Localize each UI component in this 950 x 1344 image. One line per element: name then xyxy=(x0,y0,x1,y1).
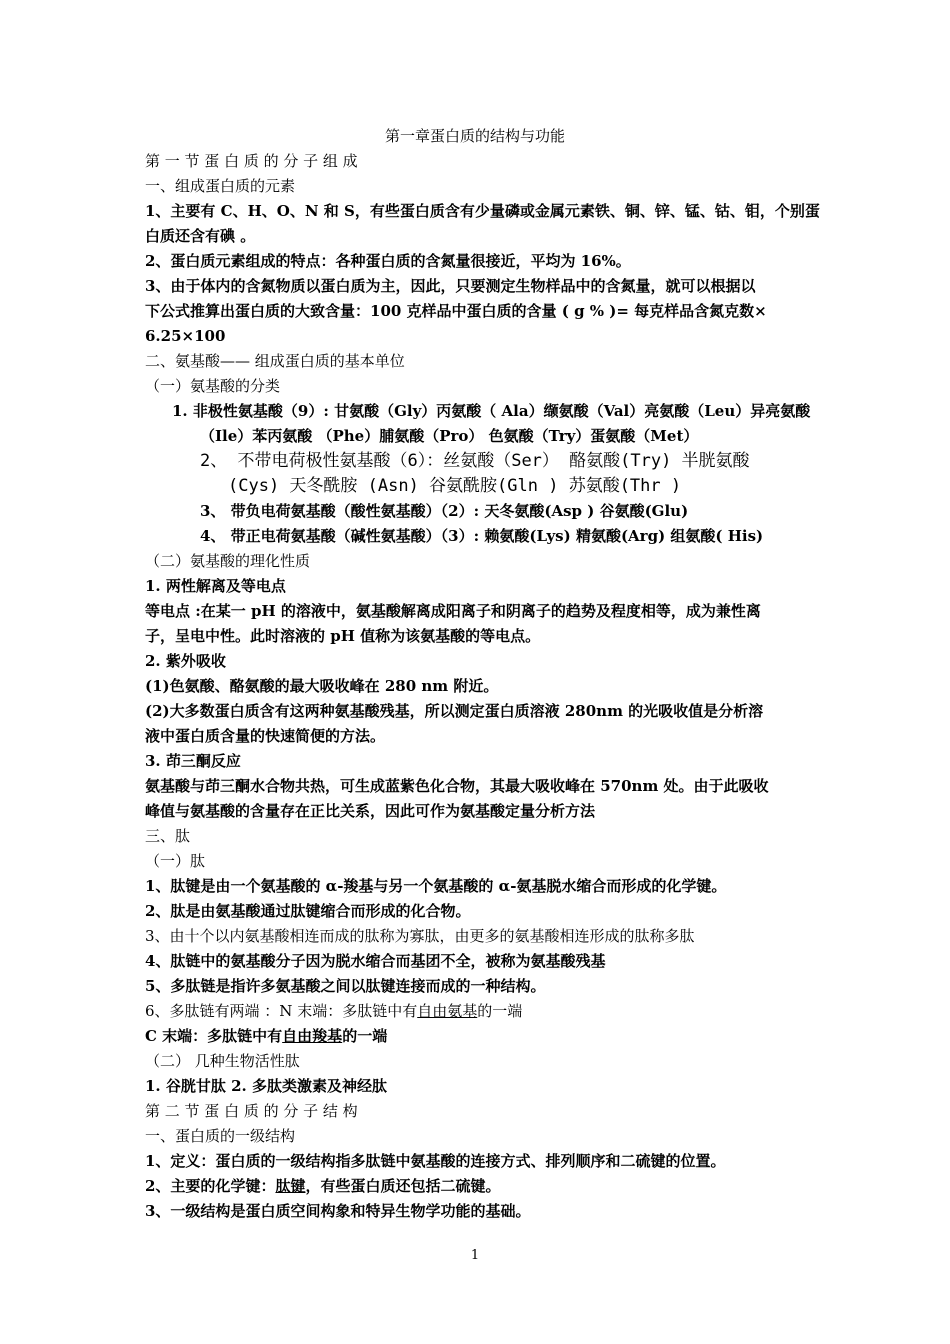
class-2a: 2、 不带电荷极性氨基酸（6）：丝氨酸（Ser） 酪氨酸(Try) 半胱氨酸 xyxy=(200,451,750,471)
paragraph-1a: 1、主要有 C、H、O、N 和 S，有些蛋白质含有少量磷或金属元素铁、铜、锌、锰、钴、钼，个别蛋 xyxy=(145,202,820,220)
peptide-6 xyxy=(145,1001,522,1021)
property-3-text-a: 氨基酸与茚三酮水合物共热，可生成蓝紫色化合物，其最大吸收峰在 570nm 处。由于此吸收 xyxy=(145,777,769,795)
chapter-title: 第一章蛋白质的结构与功能 xyxy=(384,127,565,145)
property-1-text-a: 等电点 :在某一 pH 的溶液中，氨基酸解离成阳离子和阴离子的趋势及程度相等，成为兼性离 xyxy=(145,602,761,620)
primary-2-text-b: ，有些蛋白质还包括二硫键。 xyxy=(305,1177,501,1195)
heading-peptide: 三、肽 xyxy=(145,827,191,845)
class-1a: 1. 非极性氨基酸（9）: 甘氨酸（Gly）丙氨酸（ Ala）缬氨酸（Val）亮氨酸（Leu）异亮氨酸 xyxy=(172,402,811,420)
subheading-classification: （一）氨基酸的分类 xyxy=(145,377,281,395)
primary-2 xyxy=(145,1176,500,1196)
heading-elements: 一、组成蛋白质的元素 xyxy=(145,177,296,195)
peptide-7-text-b: 的一端 xyxy=(342,1027,388,1045)
property-2-text-2a: (2)大多数蛋白质含有这两种氨基酸残基，所以测定蛋白质溶液 280nm 的光吸收值是分析溶 xyxy=(145,702,764,720)
section-heading-1: 第 一 节 蛋 白 质 的 分 子 组 成 xyxy=(145,152,358,170)
peptide-3: 3、由十个以内氨基酸相连而成的肽称为寡肽，由更多的氨基酸相连形成的肽称多肽 xyxy=(145,927,695,945)
peptide-7-text-a: C 末端：多肽链中有 xyxy=(145,1027,283,1045)
paragraph-2: 2、蛋白质元素组成的特点：各种蛋白质的含氮量很接近，平均为 16%。 xyxy=(145,252,631,270)
page-number: 1 xyxy=(470,1248,480,1263)
heading-amino-acids: 二、氨基酸—— 组成蛋白质的基本单位 xyxy=(145,352,405,370)
peptide-6-underlined: 自由氨基 xyxy=(417,1002,478,1020)
property-2-text-2b: 液中蛋白质含量的快速简便的方法。 xyxy=(145,727,386,745)
class-4: 4、 带正电荷氨基酸（碱性氨基酸）（3）: 赖氨酸(Lys) 精氨酸(Arg) 组氨酸( His) xyxy=(200,527,764,545)
peptide-1: 1、肽键是由一个氨基酸的 α-羧基与另一个氨基酸的 α-氨基脱水缩合而形成的化学键。 xyxy=(145,877,727,895)
paragraph-3c: 6.25×100 xyxy=(145,327,226,345)
paragraph-3b: 下公式推算出蛋白质的大致含量：100 克样品中蛋白质的含量 ( g % )= 每克样品含氮克数× xyxy=(145,302,767,320)
property-1: 1. 两性解离及等电点 xyxy=(145,577,286,595)
heading-primary-structure: 一、蛋白质的一级结构 xyxy=(145,1127,296,1145)
peptide-7-underlined: 自由羧基 xyxy=(282,1027,343,1045)
peptide-4: 4、肽链中的氨基酸分子因为脱水缩合而基团不全，被称为氨基酸残基 xyxy=(145,952,606,970)
section-heading-2: 第 二 节 蛋 白 质 的 分 子 结 构 xyxy=(145,1102,358,1120)
primary-2-text-a: 2、主要的化学键： xyxy=(145,1177,276,1195)
primary-3: 3、一级结构是蛋白质空间构象和特异生物学功能的基础。 xyxy=(145,1202,531,1220)
peptide-2: 2、肽是由氨基酸通过肽键缩合而形成的化合物。 xyxy=(145,902,471,920)
peptide-7 xyxy=(145,1026,387,1046)
subheading-bioactive-peptides: （二） 几种生物活性肽 xyxy=(145,1052,300,1070)
bioactive-peptides-list: 1. 谷胱甘肽 2. 多肽类激素及神经肽 xyxy=(145,1077,387,1095)
class-3: 3、 带负电荷氨基酸（酸性氨基酸）（2）: 天冬氨酸(Asp ) 谷氨酸(Glu) xyxy=(200,502,689,520)
property-1-text-b: 子，呈电中性。此时溶液的 pH 值称为该氨基酸的等电点。 xyxy=(145,627,541,645)
class-1b: （Ile）苯丙氨酸 （Phe）脯氨酸（Pro） 色氨酸（Try）蛋氨酸（Met） xyxy=(200,427,699,445)
subheading-properties: （二）氨基酸的理化性质 xyxy=(145,552,311,570)
property-3: 3. 茚三酮反应 xyxy=(145,752,241,770)
paragraph-3a: 3、由于体内的含氮物质以蛋白质为主，因此，只要测定生物样品中的含氮量，就可以根据以 xyxy=(145,277,756,295)
subheading-peptide: （一）肽 xyxy=(145,852,206,870)
peptide-6-text-a: 6、多肽链有两端 ：N 末端：多肽链中有 xyxy=(145,1002,418,1020)
primary-1: 1、定义：蛋白质的一级结构指多肽链中氨基酸的连接方式、排列顺序和二硫键的位置。 xyxy=(145,1152,726,1170)
primary-2-underlined: 肽键 xyxy=(275,1177,306,1195)
property-2-text-1: (1)色氨酸、酪氨酸的最大吸收峰在 280 nm 附近。 xyxy=(145,677,499,695)
peptide-5: 5、多肽链是指许多氨基酸之间以肽键连接而成的一种结构。 xyxy=(145,977,546,995)
peptide-6-text-b: 的一端 xyxy=(477,1002,523,1020)
property-2: 2. 紫外吸收 xyxy=(145,652,226,670)
paragraph-1b: 白质还含有碘 。 xyxy=(145,227,256,245)
property-3-text-b: 峰值与氨基酸的含量存在正比关系，因此可作为氨基酸定量分析方法 xyxy=(145,802,596,820)
class-2b: (Cys) 天冬酰胺 (Asn) 谷氨酰胺(Gln ) 苏氨酸(Thr ) xyxy=(228,476,682,496)
